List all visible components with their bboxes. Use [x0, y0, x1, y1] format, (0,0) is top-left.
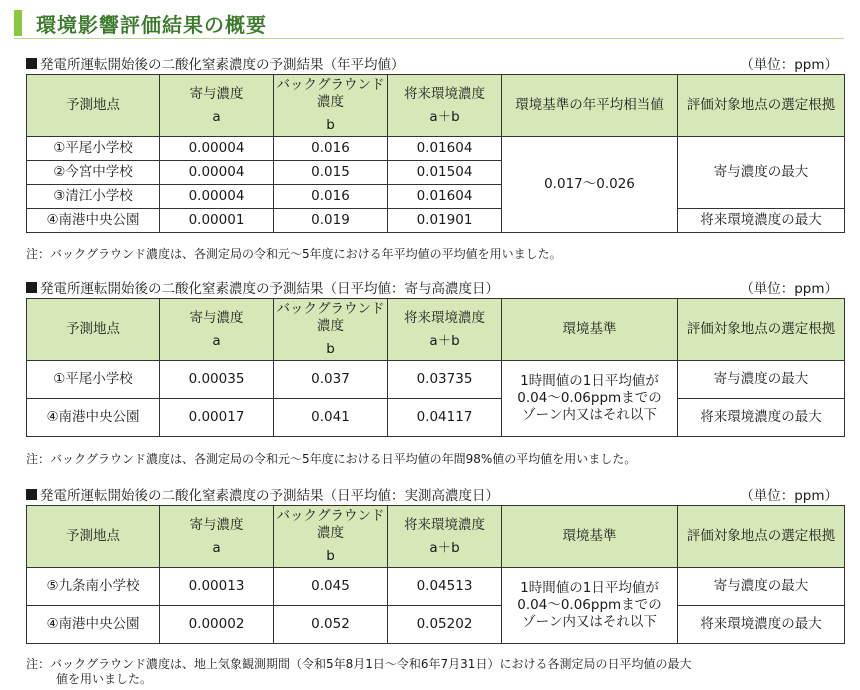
page-title-bar: [14, 8, 844, 38]
table-row: [27, 399, 845, 437]
table-caption: 発電所運転開始後の二酸化窒素濃度の予測結果（日平均値：実測高濃度日）: [40, 488, 499, 504]
title-accent-bar: [14, 10, 22, 36]
cell-basis: 寄与濃度の最大: [678, 137, 845, 209]
header-future-sub: a＋b: [429, 332, 460, 349]
cell-point: ⑤九条南小学校: [27, 568, 160, 606]
table-caption-row: [26, 52, 844, 74]
header-future: [388, 506, 502, 568]
unit-label: （単位：ppm）: [740, 281, 838, 297]
annual-average-table: [26, 74, 845, 233]
header-future-sub: a＋b: [429, 108, 460, 125]
header-basis: 評価対象地点の選定根拠: [678, 75, 845, 137]
cell-point: ①平尾小学校: [27, 137, 160, 161]
unit-label: （単位：ppm）: [740, 488, 838, 504]
cell-future: 0.04117: [388, 399, 502, 437]
header-contrib: [160, 299, 274, 361]
header-basis: 評価対象地点の選定根拠: [678, 506, 845, 568]
cell-bg: 0.016: [274, 137, 388, 161]
cell-bg: 0.015: [274, 161, 388, 185]
header-bg-sub: b: [326, 547, 335, 564]
table-note-line2: 値を用いました。: [56, 672, 153, 686]
annual-average-section: [26, 52, 844, 233]
table-note-line1: 注：バックグラウンド濃度は、地上気象観測期間（令和5年8月1日～令和6年7月31日）における各測定局の日平均値の最大: [26, 657, 692, 671]
caption-square-icon: [26, 58, 37, 69]
table-note: 注：バックグラウンド濃度は、各測定局の令和元～5年度における年平均値の平均値を用いました。: [26, 247, 562, 261]
header-future-label: 将来環境濃度: [404, 309, 485, 326]
cell-future: 0.01604: [388, 137, 502, 161]
cell-standard: 0.017～0.026: [502, 137, 678, 233]
header-point: 予測地点: [27, 506, 160, 568]
header-contrib-label: 寄与濃度: [189, 85, 244, 102]
cell-bg: 0.019: [274, 209, 388, 233]
cell-basis: 将来環境濃度の最大: [678, 209, 845, 233]
cell-bg: 0.045: [274, 568, 388, 606]
cell-future: 0.01504: [388, 161, 502, 185]
cell-bg: 0.041: [274, 399, 388, 437]
header-bg-label: バックグラウンド濃度: [276, 301, 385, 335]
table-row: [27, 568, 845, 606]
unit-label: （単位：ppm）: [740, 57, 838, 73]
header-standard: 環境基準: [502, 506, 678, 568]
table-note: 注：バックグラウンド濃度は、各測定局の令和元～5年度における日平均値の年間98%値の平均値を用いました。: [26, 452, 637, 466]
cell-point: ③清江小学校: [27, 185, 160, 209]
header-contrib-sub: a: [212, 332, 221, 349]
header-point: 予測地点: [27, 75, 160, 137]
header-future-sub: a＋b: [429, 539, 460, 556]
header-basis: 評価対象地点の選定根拠: [678, 299, 845, 361]
caption-square-icon: [26, 282, 37, 293]
cell-bg: 0.016: [274, 185, 388, 209]
header-standard: 環境基準の年平均相当値: [502, 75, 678, 137]
cell-point: ①平尾小学校: [27, 361, 160, 399]
header-contrib-label: 寄与濃度: [189, 309, 244, 326]
table-caption-row: [26, 276, 844, 298]
table-note: [26, 657, 846, 687]
header-future: [388, 75, 502, 137]
daily-measured-high-table: [26, 505, 845, 644]
table-row: [27, 209, 845, 233]
cell-point: ②今宮中学校: [27, 161, 160, 185]
header-bg: [274, 506, 388, 568]
title-underline: [14, 38, 844, 39]
cell-contrib: 0.00004: [160, 137, 274, 161]
cell-point: ④南港中央公園: [27, 606, 160, 644]
header-bg-sub: b: [326, 340, 335, 357]
table-row: [27, 137, 845, 161]
header-bg: [274, 75, 388, 137]
table-row: [27, 606, 845, 644]
table-caption: 発電所運転開始後の二酸化窒素濃度の予測結果（日平均値：寄与高濃度日）: [40, 281, 499, 297]
cell-standard: 1時間値の1日平均値が0.04～0.06ppmまでのゾーン内又はそれ以下: [502, 568, 678, 644]
cell-bg: 0.037: [274, 361, 388, 399]
cell-point: ④南港中央公園: [27, 399, 160, 437]
header-contrib: [160, 75, 274, 137]
cell-contrib: 0.00017: [160, 399, 274, 437]
cell-contrib: 0.00002: [160, 606, 274, 644]
cell-basis: 将来環境濃度の最大: [678, 399, 845, 437]
header-future-label: 将来環境濃度: [404, 85, 485, 102]
cell-basis: 寄与濃度の最大: [678, 568, 845, 606]
cell-contrib: 0.00004: [160, 185, 274, 209]
table-caption: 発電所運転開始後の二酸化窒素濃度の予測結果（年平均値）: [40, 57, 405, 73]
cell-future: 0.04513: [388, 568, 502, 606]
header-future: [388, 299, 502, 361]
table-row: [27, 361, 845, 399]
header-contrib-sub: a: [212, 108, 221, 125]
table-caption-row: [26, 483, 844, 505]
header-bg-label: バックグラウンド濃度: [276, 508, 385, 542]
header-contrib-sub: a: [212, 539, 221, 556]
daily-measured-high-section: [26, 483, 844, 644]
header-bg: [274, 299, 388, 361]
cell-future: 0.01604: [388, 185, 502, 209]
table-header-row: [27, 299, 845, 361]
header-bg-label: バックグラウンド濃度: [276, 77, 385, 111]
page-title: 環境影響評価結果の概要: [36, 12, 267, 37]
cell-contrib: 0.00035: [160, 361, 274, 399]
cell-future: 0.05202: [388, 606, 502, 644]
cell-future: 0.01901: [388, 209, 502, 233]
cell-contrib: 0.00013: [160, 568, 274, 606]
table-header-row: [27, 506, 845, 568]
header-bg-sub: b: [326, 116, 335, 133]
cell-contrib: 0.00004: [160, 161, 274, 185]
header-point: 予測地点: [27, 299, 160, 361]
header-future-label: 将来環境濃度: [404, 516, 485, 533]
cell-basis: 将来環境濃度の最大: [678, 606, 845, 644]
daily-contrib-high-section: [26, 276, 844, 437]
table-header-row: [27, 75, 845, 137]
daily-contrib-high-table: [26, 298, 845, 437]
cell-basis: 寄与濃度の最大: [678, 361, 845, 399]
header-contrib: [160, 506, 274, 568]
cell-standard: 1時間値の1日平均値が0.04～0.06ppmまでのゾーン内又はそれ以下: [502, 361, 678, 437]
cell-point: ④南港中央公園: [27, 209, 160, 233]
caption-square-icon: [26, 489, 37, 500]
header-standard: 環境基準: [502, 299, 678, 361]
header-contrib-label: 寄与濃度: [189, 516, 244, 533]
cell-bg: 0.052: [274, 606, 388, 644]
cell-future: 0.03735: [388, 361, 502, 399]
cell-contrib: 0.00001: [160, 209, 274, 233]
